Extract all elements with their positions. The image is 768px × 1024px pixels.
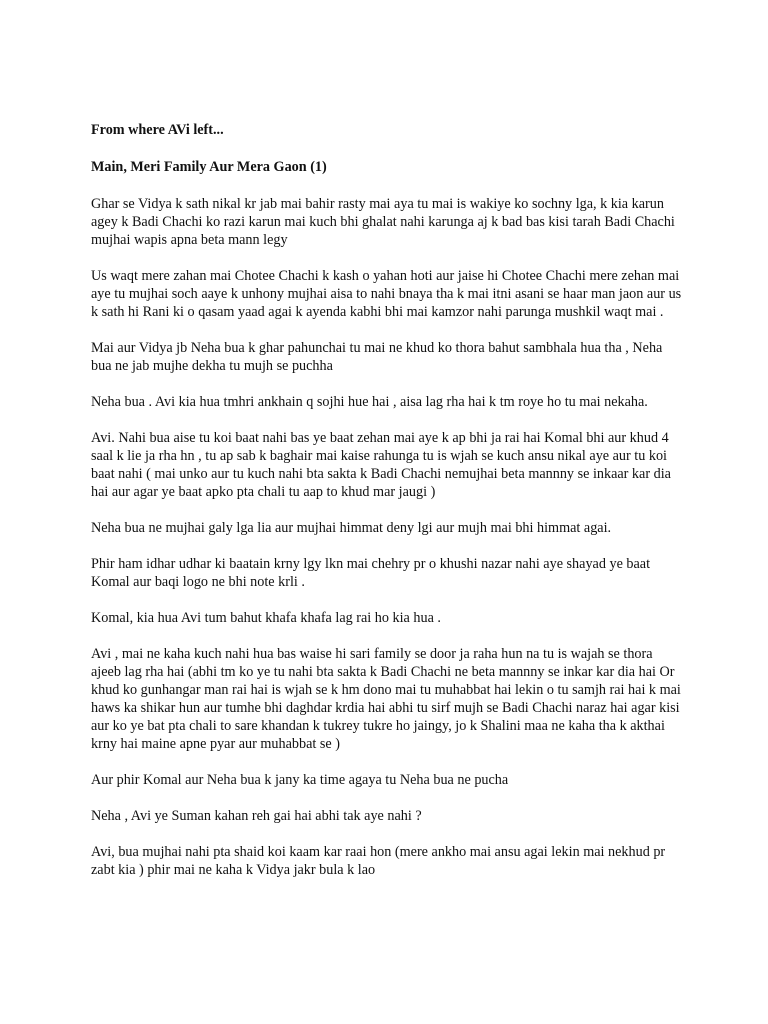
paragraph: Neha bua . Avi kia hua tmhri ankhain q sojhi hue hai , aisa lag rha hai k tm roye ho tu mai nekaha. [91, 394, 648, 410]
paragraph: Ghar se Vidya k sath nikal kr jab mai bahir rasty mai aya tu mai is wakiye ko sochny lga, k kia karun agey k Badi Chachi ko razi karun mai kuch bhi ghalat nahi karunga aj k bad bas kisi tarah Badi Chachi mujhai wapis apna beta mann legy [91, 196, 675, 248]
paragraph: Mai aur Vidya jb Neha bua k ghar pahunchai tu mai ne khud ko thora bahut sambhala hua tha , Neha bua ne jab mujhe dekha tu mujh se puchha [91, 340, 663, 374]
paragraph: Neha bua ne mujhai galy lga lia aur mujhai himmat deny lgi aur mujh mai bhi himmat agai. [91, 520, 612, 536]
paragraph: Phir ham idhar udhar ki baatain krny lgy lkn mai chehry pr o khushi nazar nahi aye shayad ye baat Komal aur baqi logo ne bhi note krli . [91, 556, 651, 590]
paragraph: Neha , Avi ye Suman kahan reh gai hai abhi tak aye nahi ? [91, 808, 422, 824]
paragraph: Komal, kia hua Avi tum bahut khafa khafa lag rai ho kia hua . [91, 610, 441, 626]
paragraph: Avi, bua mujhai nahi pta shaid koi kaam kar raai hon (mere ankho mai ansu agai lekin mai nekhud pr zabt kia ) phir mai ne kaha k Vidya jakr bula k lao [91, 844, 666, 878]
paragraph: Avi. Nahi bua aise tu koi baat nahi bas ye baat zehan mai aye k ap bhi ja rai hai Komal bhi aur khud 4 saal k lie ja rha hn , tu ap sab k baghair mai kaise rahunga tu is wjah se kuch ansu nikal aye aur tu koi baat nahi ( mai unko aur tu kuch nahi bta sakta k Badi Chachi nemujhai beta mannny se inkaar kar dia hai aur agar ye baat apko pta chali tu aap to khud mar jaugi ) [91, 430, 671, 500]
paragraph: Us waqt mere zahan mai Chotee Chachi k kash o yahan hoti aur jaise hi Chotee Chachi mere zehan mai aye tu mujhai soch aaye k unhony mujhai aisa to nahi bnaya tha k mai itni asani se haar man jaon aur us k sath hi Rani ki o qasam yaad agai k ayenda kabhi bhi mai kamzor nahi parunga mushkil waqt mai . [91, 268, 682, 320]
document-body [91, 121, 683, 897]
paragraph: Aur phir Komal aur Neha bua k jany ka time agaya tu Neha bua ne pucha [91, 772, 509, 788]
document-heading-title: Main, Meri Family Aur Mera Gaon (1) [91, 159, 327, 175]
document-heading-intro: From where AVi left... [91, 122, 224, 138]
paragraph: Avi , mai ne kaha kuch nahi hua bas waise hi sari family se door ja raha hun na tu is wajah se thora ajeeb lag rha hai (abhi tm ko ye tu nahi bta sakta k Badi Chachi ne beta mannny se inkar kar dia hai Or khud ko gunhangar man rai hai is wjah se k hm dono mai tu muhabbat hai lekin o tu samjh rai hai k mai haws ka shikar hun aur tumhe bhi daghdar krdia hai abhi tu sirf mujh se Badi Chachi naraz hai agar kisi aur ko ye bat pta chali to sare khandan k tukrey tukre ho jaingy, jo k Shalini maa ne kaha tha k akthai krny hai maine apne pyar aur muhabbat se ) [91, 646, 681, 752]
